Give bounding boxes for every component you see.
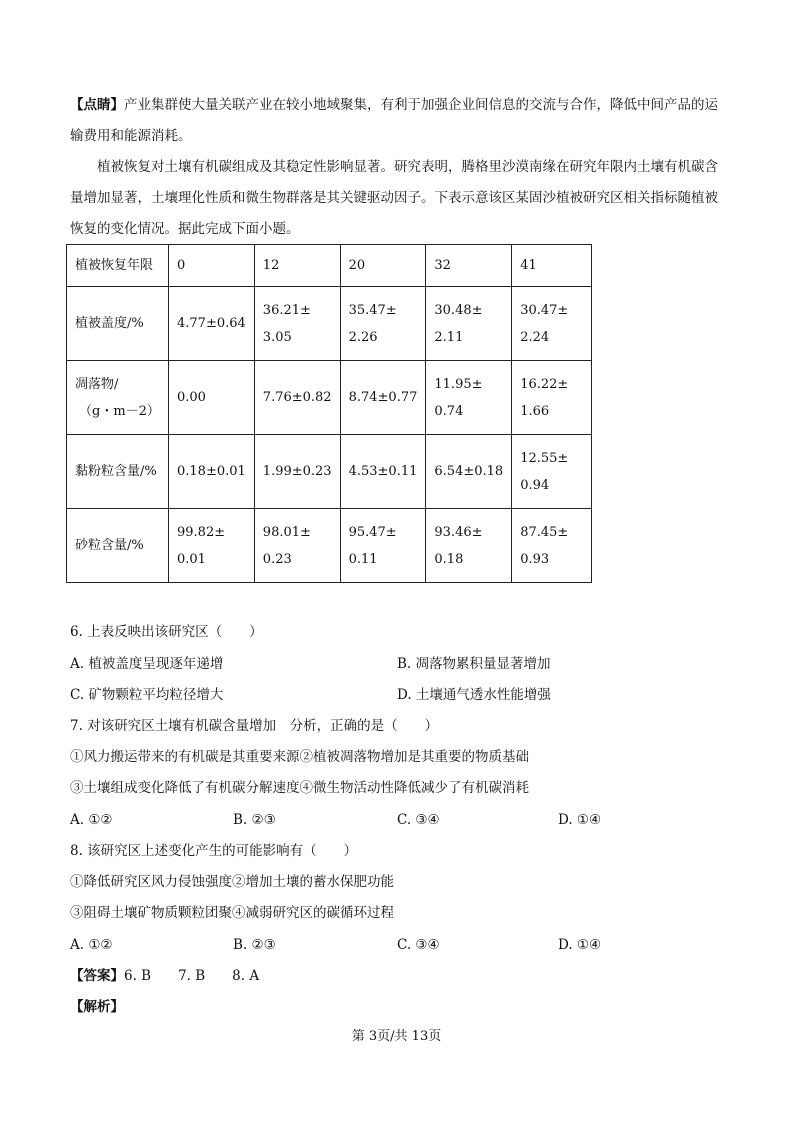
- table-cell: [169, 361, 255, 435]
- note-tag: 【点睛】: [70, 97, 124, 113]
- q8-stem: 8. 该研究区上述变化产生的可能影响有（ ）: [70, 843, 358, 859]
- table-row: [67, 435, 592, 509]
- cell-value: 0.01: [177, 551, 206, 567]
- note-text: 产业集群使大量关联产业在较小地域聚集，有利于加强企业间信息的交流与合作，降低中间产品的运输费用和能源消耗。: [70, 97, 718, 144]
- q7-statement-line-2: ③土壤组成变化降低了有机碳分解速度④微生物活动性降低减少了有机碳消耗: [70, 780, 529, 796]
- table-cell: [512, 245, 592, 287]
- cell-value: 11.95±: [434, 376, 483, 392]
- row-header-cell: [67, 361, 169, 435]
- table-cell: [169, 435, 255, 509]
- table-row: [67, 245, 592, 287]
- table-cell: [340, 361, 426, 435]
- cell-value: 35.47±: [348, 302, 397, 318]
- q7-option-c: C. ③④: [397, 812, 440, 828]
- cell-value: 0.11: [348, 551, 378, 567]
- cell-value: 0.18: [434, 551, 464, 567]
- cell-value: 0.74: [434, 403, 464, 419]
- cell-value: 0.00: [177, 390, 206, 405]
- table-cell: [340, 509, 426, 583]
- cell-value: 20: [348, 258, 366, 273]
- cell-value: 95.47±: [348, 524, 397, 540]
- q7-statement-line-1: ①风力搬运带来的有机碳是其重要来源②植被凋落物增加是其重要的物质基础: [70, 749, 529, 765]
- table-cell: [512, 287, 592, 361]
- answer-line: [70, 961, 259, 992]
- cell-value: 32: [434, 258, 451, 273]
- cell-value: 4.77±0.64: [177, 316, 246, 331]
- q6-option-d: D. 土壤通气透水性能增强: [397, 687, 551, 703]
- cell-value: 0.94: [520, 477, 550, 493]
- cell-value: 12.55±: [520, 450, 569, 466]
- answer-tag: 【答案】: [70, 968, 124, 984]
- answer-text: 6. B 7. B 8. A: [124, 968, 260, 984]
- cell-value: 2.24: [520, 329, 550, 345]
- data-table: [66, 244, 592, 583]
- analysis-tag: 【解析】: [70, 999, 124, 1015]
- q6-option-c: C. 矿物颗粒平均粒径增大: [70, 687, 224, 703]
- q8-option-a: A. ①②: [70, 937, 113, 953]
- cell-value: 30.47±: [520, 302, 569, 318]
- note-paragraph: [70, 90, 725, 152]
- q7-option-a: A. ①②: [70, 812, 113, 828]
- row-header-cell: [67, 245, 169, 287]
- table-row: [67, 361, 592, 435]
- table-cell: [426, 361, 512, 435]
- table-cell: [512, 435, 592, 509]
- q8-option-b: B. ②③: [233, 937, 276, 953]
- cell-value: 87.45±: [520, 524, 569, 540]
- cell-value: 7.76±0.82: [262, 390, 332, 405]
- table-cell: [426, 509, 512, 583]
- q7-stem: 7. 对该研究区土壤有机碳含量增加 分析，正确的是（ ）: [70, 718, 439, 734]
- row-header-text: 植被恢复年限: [75, 258, 154, 273]
- row-header-text: 植被盖度/%: [75, 316, 144, 331]
- row-header-text: 凋落物/: [75, 376, 119, 392]
- table-cell: [254, 509, 340, 583]
- table-cell: [426, 435, 512, 509]
- table-cell: [512, 361, 592, 435]
- cell-value: 0.93: [520, 551, 550, 567]
- cell-value: 36.21±: [262, 302, 311, 318]
- cell-value: 2.26: [348, 329, 378, 345]
- cell-value: 0.23: [262, 551, 292, 567]
- cell-value: 30.48±: [434, 302, 483, 318]
- q8-statement-line-1: ①降低研究区风力侵蚀强度②增加土壤的蓄水保肥功能: [70, 874, 394, 890]
- page-footer: 第 3页/共 13页: [351, 1029, 442, 1044]
- cell-value: 1.66: [520, 403, 550, 419]
- table-cell: [169, 287, 255, 361]
- cell-value: 3.05: [262, 329, 292, 345]
- table-row: [67, 287, 592, 361]
- cell-value: 8.74±0.77: [348, 390, 418, 405]
- table-cell: [340, 245, 426, 287]
- cell-value: 0.18±0.01: [177, 464, 246, 479]
- q6-option-a: A. 植被盖度呈现逐年递增: [70, 656, 224, 672]
- table-cell: [512, 509, 592, 583]
- table-cell: [340, 435, 426, 509]
- row-header-cell: [67, 435, 169, 509]
- q6-option-b: B. 凋落物累积量显著增加: [397, 656, 551, 672]
- row-header-cell: [67, 509, 169, 583]
- table-cell: [340, 287, 426, 361]
- cell-value: 6.54±0.18: [434, 464, 504, 479]
- row-header-text: 砂粒含量/%: [75, 538, 144, 553]
- row-header-text: （g・m－2）: [79, 403, 160, 419]
- table-cell: [169, 245, 255, 287]
- intro-paragraph: 植被恢复对土壤有机碳组成及其稳定性影响显著。研究表明，腾格里沙漠南缘在研究年限内土壤有机碳含量增加显著，土壤理化性质和微生物群落是其关键驱动因子。下表示意该区某固沙植被研究区相关指标随植被恢复的变化情况。据此完成下面小题。: [70, 159, 718, 237]
- table-cell: [426, 287, 512, 361]
- q8-option-c: C. ③④: [397, 937, 440, 953]
- cell-value: 12: [262, 258, 280, 273]
- cell-value: 41: [520, 258, 537, 273]
- table-row: [67, 509, 592, 583]
- row-header-text: 黏粉粒含量/%: [75, 464, 157, 479]
- q8-option-d: D. ①④: [558, 937, 602, 953]
- q7-option-b: B. ②③: [233, 812, 276, 828]
- q7-option-d: D. ①④: [558, 812, 602, 828]
- table-cell: [169, 509, 255, 583]
- table-cell: [254, 287, 340, 361]
- cell-value: 98.01±: [262, 524, 311, 540]
- table-cell: [426, 245, 512, 287]
- cell-value: 2.11: [434, 329, 464, 345]
- row-header-cell: [67, 287, 169, 361]
- cell-value: 1.99±0.23: [262, 464, 332, 479]
- q6-stem: 6. 上表反映出该研究区（ ）: [70, 624, 263, 640]
- table-cell: [254, 245, 340, 287]
- cell-value: 16.22±: [520, 376, 569, 392]
- cell-value: 99.82±: [177, 524, 226, 540]
- table-cell: [254, 361, 340, 435]
- cell-value: 0: [177, 258, 186, 273]
- table-cell: [254, 435, 340, 509]
- cell-value: 93.46±: [434, 524, 483, 540]
- cell-value: 4.53±0.11: [348, 464, 418, 479]
- q8-statement-line-2: ③阻碍土壤矿物质颗粒团聚④减弱研究区的碳循环过程: [70, 905, 394, 921]
